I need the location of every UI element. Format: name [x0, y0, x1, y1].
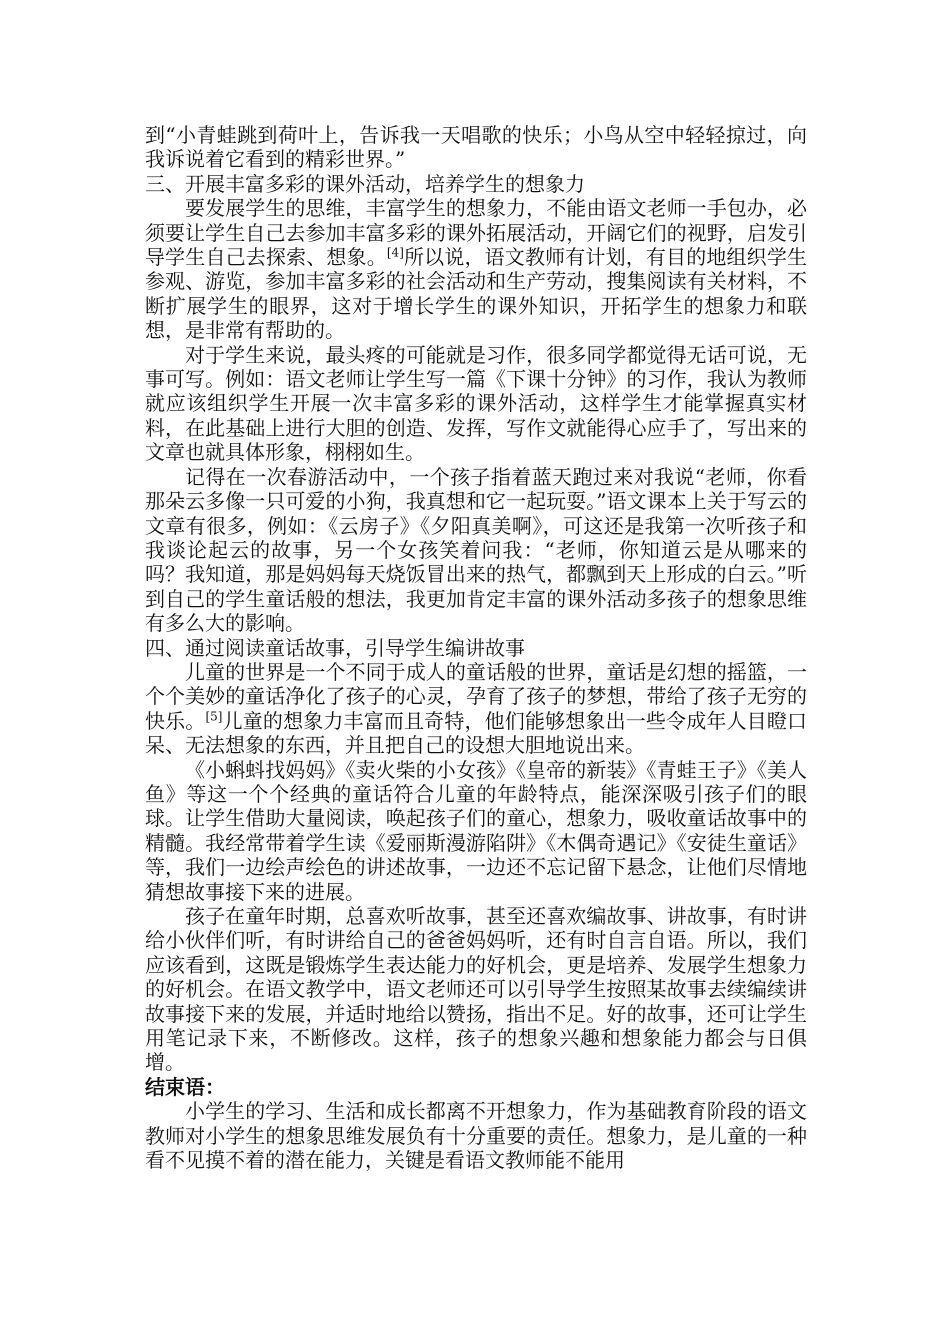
paragraph-spring-outing: 记得在一次春游活动中，一个孩子指着蓝天跑过来对我说“老师，你看那朵云多像一只可爱的小狗，我真想和它一起玩耍。”语文课本上关于写云的文章有很多，例如：《云房子》《夕阳真美啊》，可这还是我第一次听孩子和我谈论起云的故事，另一个女孩笑着问我：“老师，你知道云是从哪来的吗？我知道，那是妈妈每天烧饭冒出来的热气，都飘到天上形成的白云。”听到自己的学生童话般的想法，我更加肯定丰富的课外活动多孩子的想象思维有多么大的影响。 [145, 464, 807, 636]
paragraph-storytelling: 孩子在童年时期，总喜欢听故事，甚至还喜欢编故事、讲故事，有时讲给小伙伴们听，有时讲给自己的爸爸妈妈听，还有时自言自语。所以，我们应该看到，这既是锻炼学生表达能力的好机会，更是培养、发展学生想象力的好机会。在语文教学中，语文老师还可以引导学生按照某故事去续编续讲故事接下来的发展，并适时地给以赞扬，指出不足。好的故事，还可让学生用笔记录下来，不断修改。这样，孩子的想象兴趣和想象能力都会与日俱增。 [145, 904, 807, 1075]
section-heading-4: 四、通过阅读童话故事，引导学生编讲故事 [145, 635, 525, 660]
paragraph-writing-example: 对于学生来说，最头疼的可能就是习作，很多同学都觉得无话可说，无事可写。例如：语文老师让学生写一篇《下课十分钟》的习作，我认为教师就应该组织学生开展一次丰富多彩的课外活动，这样学生才能掌握真实材料，在此基础上进行大胆的创造、发挥，写作文就能得心应手了，写出来的文章也就具体形象，栩栩如生。 [145, 342, 807, 465]
paragraph-text: 要发展学生的思维，丰富学生的想象力，不能由语文老师一手包办，必须要让学生自己去参加丰富多彩的课外拓展活动，开阔它们的视野，启发引导学生自己去探索、想象。 [145, 196, 807, 270]
document-page [145, 123, 807, 1172]
section-heading-3: 三、开展丰富多彩的课外活动，培养学生的想象力 [145, 171, 585, 196]
conclusion-heading: 结束语： [145, 1074, 225, 1099]
paragraph-fairy-tale-world [145, 660, 807, 758]
paragraph-conclusion: 小学生的学习、生活和成长都离不开想象力，作为基础教育阶段的语文教师对小学生的想象思维发展负有十分重要的责任。想象力，是儿童的一种看不见摸不着的潜在能力，关键是看语文教师能不能用 [145, 1099, 807, 1173]
paragraph-text: 儿童的世界是一个不同于成人的童话般的世界，童话是幻想的摇篮，一个个美妙的童话净化了孩子的心灵，孕育了孩子的梦想，带给了孩子无穷的快乐。 [145, 659, 807, 733]
citation-ref-5: [5] [205, 709, 223, 724]
paragraph-classic-tales: 《小蝌蚪找妈妈》《卖火柴的小女孩》《皇帝的新装》《青蛙王子》《美人鱼》等这一个个经典的童话符合儿童的年龄特点，能深深吸引孩子们的眼球。让学生借助大量阅读，唤起孩子们的童心，想象力，吸收童话故事中的精髓。我经常带着学生读《爱丽斯漫游陷阱》《木偶奇遇记》《安徒生童话》等，我们一边绘声绘色的讲述故事，一边还不忘记留下悬念，让他们尽情地猜想故事接下来的进展。 [145, 757, 807, 904]
paragraph-extracurricular-activities [145, 196, 807, 342]
paragraph-continuation: 到“小青蛙跳到荷叶上，告诉我一天唱歌的快乐；小鸟从空中轻轻掠过，向我诉说着它看到的精彩世界。” [145, 123, 807, 172]
citation-ref-4: [4] [386, 245, 404, 260]
paragraph-text: 儿童的想象力丰富而且奇特，他们能够想象出一些令成年人目瞪口呆、无法想象的东西，并且把自己的设想大胆地说出来。 [145, 708, 807, 758]
paragraph-text: 所以说，语文教师有计划，有目的地组织学生参观、游览，参加丰富多彩的社会活动和生产劳动，搜集阅读有关材料，不断扩展学生的眼界，这对于增长学生的课外知识，开拓学生的想象力和联想，是非常有帮助的。 [145, 245, 807, 343]
